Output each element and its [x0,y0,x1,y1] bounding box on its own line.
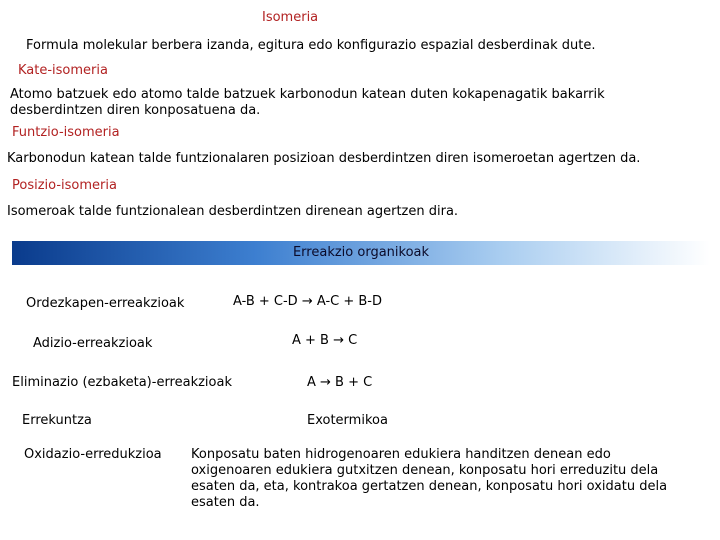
reaction-name-eliminazio: Eliminazio (ezbaketa)-erreakzioak [12,375,232,390]
section-heading-funtzio: Funtzio-isomeria [12,125,120,140]
section-heading-posizio: Posizio-isomeria [12,178,117,193]
reaction-name-errekuntza: Errekuntza [22,413,92,428]
reaction-formula-eliminazio: A → B + C [307,375,373,390]
reactions-banner-title: Erreakzio organikoak [292,245,430,260]
reaction-formula-adizio: A + B → C [292,333,358,348]
reaction-name-oxidazio: Oxidazio-erredukzioa [24,447,162,462]
page-title: Isomeria [262,10,319,25]
reaction-name-ordezkapen: Ordezkapen-erreakzioak [26,296,185,311]
section-text-kate: Atomo batzuek edo atomo talde batzuek karbonodun katean duten kokapenagatik bakarrik desberdintzen diren konposatuena da. [10,87,605,118]
reaction-name-adizio: Adizio-erreakzioak [33,336,153,351]
section-heading-kate: Kate-isomeria [18,63,108,78]
section-text-posizio: Isomeroak talde funtzionalean desberdintzen direnean agertzen dira. [7,204,459,219]
definition-text: Formula molekular berbera izanda, egitura edo konfigurazio espazial desberdinak dute. [26,38,596,53]
reaction-description-oxidazio: Konposatu baten hidrogenoaren edukiera handitzen denean edo oxigenoaren edukiera gutxitzen denean, konposatu hori erreduzitu dela esaten da, eta, kontrakoa gertatzen denean, konposatu hori oxidatu dela esaten da. [191,447,668,510]
section-text-funtzio: Karbonodun katean talde funtzionalaren posizioan desberdintzen diren isomeroetan agertzen da. [7,151,641,166]
reaction-formula-errekuntza: Exotermikoa [307,413,388,428]
reactions-banner [12,241,710,265]
reaction-formula-ordezkapen: A-B + C-D → A-C + B-D [233,294,382,309]
